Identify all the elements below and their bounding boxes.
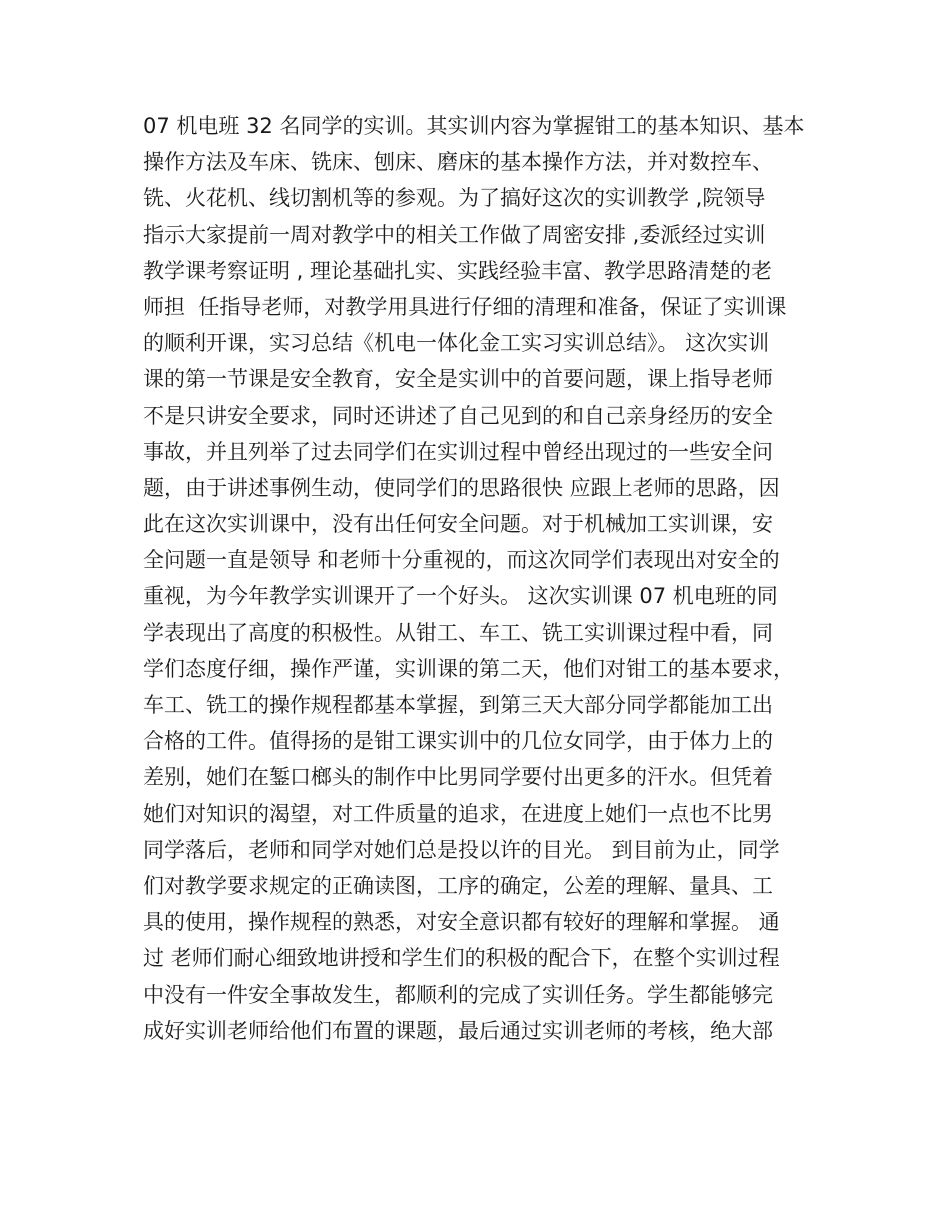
text-line: 学表现出了高度的积极性。从钳工、车工、铣工实训课过程中看，同 — [143, 620, 773, 645]
text-line: 同学落后，老师和同学对她们总是投以许的目光。 到目前为止，同学 — [143, 837, 780, 862]
text-line: 铣、火花机、线切割机等的参观。为了搞好这次的实训教学 ,院领导 — [143, 186, 766, 211]
text-line: 全问题一直是领导 和老师十分重视的，而这次同学们表现出对安全的 — [143, 548, 780, 573]
text-line: 07 机电班 32 名同学的实训。其实训内容为掌握钳工的基本知识、基本 — [143, 114, 805, 138]
text-line: 过 老师们耐心细致地讲授和学生们的积极的配合下，在整个实训过程 — [143, 946, 780, 971]
text-line: 不是只讲安全要求，同时还讲述了自己见到的和自己亲身经历的安全 — [143, 403, 773, 428]
text-line: 车工、铣工的操作规程都基本掌握，到第三天大部分同学都能加工出 — [143, 693, 773, 717]
text-line: 重视，为今年教学实训课开了一个好头。 这次实训课 07 机电班的同 — [143, 584, 778, 609]
text-line: 中没有一件安全事故发生，都顺利的完成了实训任务。学生都能够完 — [143, 982, 773, 1007]
text-line: 的顺利开课，实习总结《机电一体化金工实习实训总结》。 这次实训 — [143, 331, 770, 356]
text-line: 师担 任指导老师，对教学用具进行仔细的清理和准备，保证了实训课 — [143, 294, 787, 319]
text-line: 事故，并且列举了过去同学们在实训过程中曾经出现过的一些安全问 — [143, 439, 773, 464]
text-line: 课的第一节课是安全教育，安全是实训中的首要问题，课上指导老师 — [143, 367, 773, 392]
text-line: 成好实训老师给他们布置的课题，最后通过实训老师的考核，绝大部 — [143, 1018, 773, 1043]
text-line: 合格的工件。值得扬的是钳工课实训中的几位女同学，由于体力上的 — [143, 729, 773, 754]
text-line: 她们对知识的渴望，对工件质量的追求，在进度上她们一点也不比男 — [143, 801, 773, 826]
text-line: 操作方法及车床、铣床、刨床、磨床的基本操作方法，并对数控车、 — [143, 150, 773, 175]
text-line: 学们态度仔细，操作严谨，实训课的第二天，他们对钳工的基本要求， — [143, 656, 794, 681]
text-line: 们对教学要求规定的正确读图，工序的确定，公差的理解、量具、工 — [143, 873, 773, 898]
text-line: 指示大家提前一周对教学中的相关工作做了周密安排 ,委派经过实训 — [143, 222, 766, 247]
text-line: 具的使用，操作规程的熟悉，对安全意识都有较好的理解和掌握。 通 — [143, 910, 780, 935]
text-line: 此在这次实训课中，没有出任何安全问题。对于机械加工实训课，安 — [143, 512, 773, 537]
text-line: 差别，她们在錾口榔头的制作中比男同学要付出更多的汗水。但凭着 — [143, 765, 773, 790]
text-line: 题，由于讲述事例生动，使同学们的思路很快 应跟上老师的思路，因 — [143, 475, 780, 500]
text-line: 教学课考察证明 , 理论基础扎实、实践经验丰富、教学思路清楚的老 — [143, 258, 773, 283]
body-text — [143, 108, 823, 1049]
